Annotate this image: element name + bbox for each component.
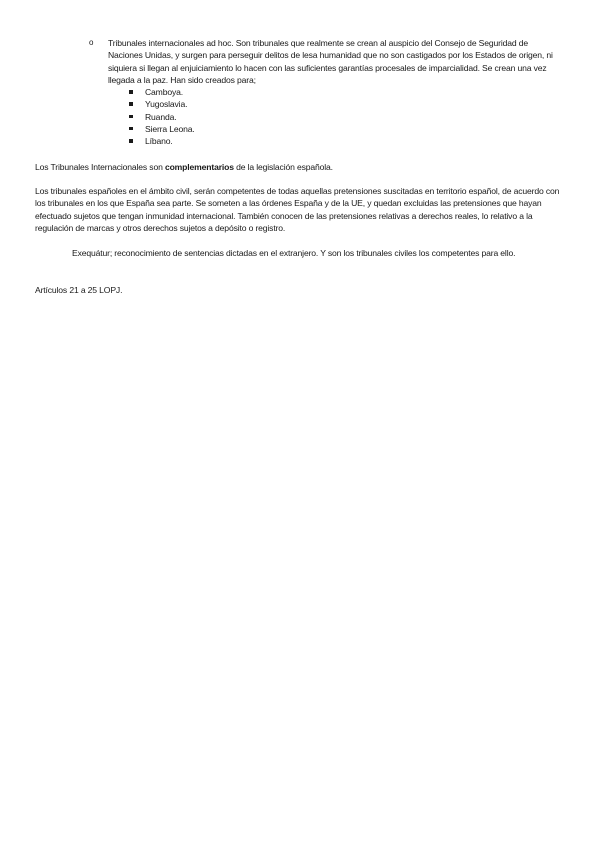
bullet-text: Tribunales internacionales ad hoc. Son tribunales que realmente se crean al auspicio del Consejo de Seguridad de Naciones Unidas, y surgen para perseguir delitos de lesa humanidad que no son castigados por los Estados de origen, ni siquiera si llegan al enjuiciamiento lo hacen con las suficientes garantías procesales de imparcialidad. Se crean una vez llegada a la paz. Han sido creados para; [108,38,553,85]
bullet-item-ad-hoc [89,37,558,86]
bold-term: complementarios [164,162,234,172]
paragraph-complementarios: Los Tribunales Internacionales son complementarios de la legislación española. [35,162,333,172]
hollow-bullet-icon: o [89,38,94,47]
list-item: Yugoslavia. [145,98,195,110]
paragraph-articulos: Artículos 21 a 25 LOPJ. [35,285,123,295]
square-bullet-icon [129,90,133,94]
paragraph-competencia-civil: Los tribunales españoles en el ámbito civil, serán competentes de todas aquellas pretensiones suscitadas en territorio español, de acuerdo con los tribunales en los que España sea parte. Se someten a las órdenes España y de la UE, y quedan excluidas las pretensiones que hayan efectuado sujetos que tengan inmunidad internacional. También conocen de las pretensiones relativas a derechos reales, lo relativo a la regulación de marcas y otros derechos sujetos a depósito o registro. [35,186,560,233]
square-bullet-icon [129,139,133,143]
list-item: Líbano. [145,135,195,147]
square-bullet-icon [129,102,133,106]
list-item: Sierra Leona. [145,123,195,135]
list-item: Ruanda. [145,111,195,123]
paragraph-exequatur: Exequátur; reconocimiento de sentencias dictadas en el extranjero. Y son los tribunales civiles los competentes para ello. [72,248,516,258]
list-item: Camboya. [145,86,195,98]
square-bullet-icon [129,115,133,119]
square-bullet-icon [129,127,133,131]
tribunal-list [145,86,195,147]
